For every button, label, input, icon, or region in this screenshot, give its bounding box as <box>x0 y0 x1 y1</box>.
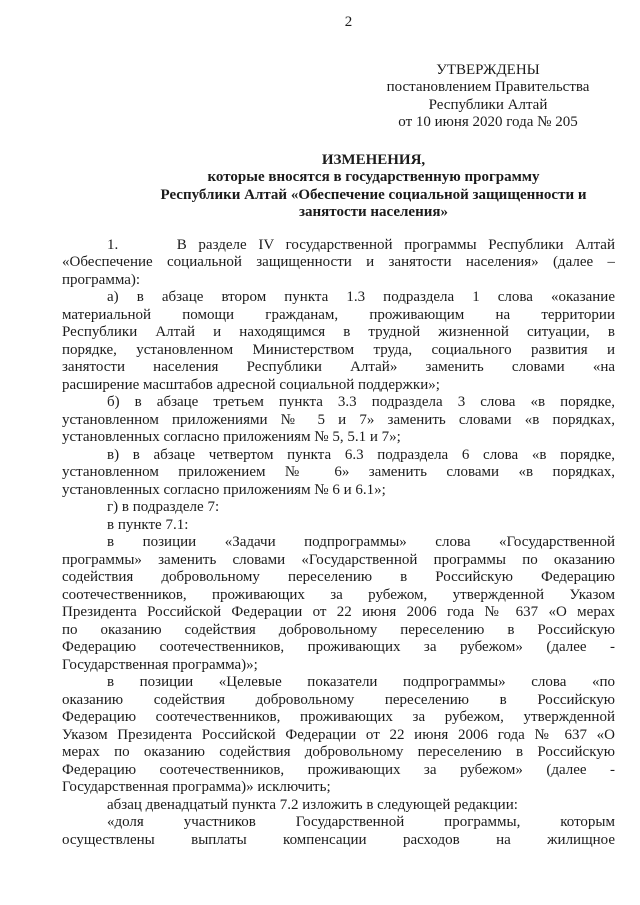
body-paragraph <box>62 534 615 674</box>
text-line: установленном приложениями № 5 и 7» заменить словами «в порядках, <box>62 411 615 428</box>
text-line: Федерацию соотечественников, проживающих за рубежом» (далее - <box>62 761 615 778</box>
body-paragraph <box>62 674 615 797</box>
document-body <box>62 237 615 850</box>
text-line: Федерацию соотечественников, проживающих за рубежом» (далее - <box>62 639 615 655</box>
document-title <box>132 152 615 222</box>
body-paragraph <box>62 394 615 447</box>
body-paragraph <box>62 447 615 500</box>
approval-line: Республики Алтай <box>428 96 548 113</box>
text-line: оказанию содействия добровольному переселению в Российскую <box>62 691 615 708</box>
text-line: занятости населения Республики Алтай» заменить словами «на <box>62 359 615 375</box>
title-line: Республики Алтай «Обеспечение социальной защищенности и <box>160 186 587 203</box>
text-line: г) в подразделе 7: <box>107 499 220 515</box>
text-line: б) в абзаце третьем пункта 3.3 подраздела 3 слова «в порядке, <box>107 394 615 410</box>
body-paragraph <box>62 237 615 290</box>
body-paragraph <box>62 797 615 815</box>
text-line: в позиции «Целевые показатели подпрограммы» слова «по <box>107 674 615 690</box>
text-line: в) в абзаце четвертом пункта 6.3 подраздела 6 слова «в порядке, <box>107 446 615 463</box>
page-number: 2 <box>344 14 353 30</box>
title-line: которые вносятся в государственную программу <box>207 169 540 185</box>
text-line: порядке, установленном Министерством труда, социального развития и <box>62 341 615 358</box>
text-line: осуществлены выплаты компенсации расходов на жилищное <box>62 831 615 848</box>
text-line: Президента Российской Федерации от 22 июня 2006 года № 637 «О мерах <box>62 604 615 620</box>
text-line: установленном приложением № 6» заменить словами «в порядках, <box>62 464 615 480</box>
text-line: абзац двенадцатый пункта 7.2 изложить в следующей редакции: <box>107 796 518 813</box>
text-line: мерах по оказанию содействия добровольному переселению в Российскую <box>62 744 615 760</box>
text-line: программы» заменить словами «Государственной программы по оказанию <box>62 551 615 568</box>
text-line: в пункте 7.1: <box>107 516 189 533</box>
title-line: ИЗМЕНЕНИЯ, <box>321 151 426 168</box>
text-line: «Обеспечение социальной защищенности и занятости населения» (далее – <box>62 254 615 270</box>
approval-line: от 10 июня 2020 года № 205 <box>398 114 578 130</box>
text-line: установленных согласно приложениям № 6 и 6.1»; <box>62 481 386 498</box>
text-line: расширение масштабов адресной социальной поддержки»; <box>62 376 440 393</box>
text-line: «доля участников Государственной программы, которым <box>107 814 615 830</box>
text-line: в позиции «Задачи подпрограммы» слова «Государственной <box>107 534 615 550</box>
text-line: соотечественников, проживающих за рубежом, утвержденной Указом <box>62 586 615 603</box>
text-line: Государственная программа)» исключить; <box>62 779 331 795</box>
body-paragraph <box>62 517 615 535</box>
text-line: Федерацию соотечественников, проживающих за рубежом, утвержденной <box>62 709 615 725</box>
text-line: а) в абзаце втором пункта 1.3 подраздела 1 слова «оказание <box>107 289 615 305</box>
approval-block <box>383 62 593 132</box>
text-line: Республики Алтай и находящимся в трудной жизненной ситуации, в <box>62 324 615 340</box>
text-line: программа): <box>62 271 141 288</box>
title-line: занятости населения» <box>299 204 448 220</box>
body-paragraph <box>62 814 615 849</box>
text-line: материальной помощи гражданам, проживающим на территории <box>62 306 615 323</box>
approval-line: УТВЕРЖДЕНЫ <box>436 61 540 78</box>
text-line: установленных согласно приложениям № 5, 5.1 и 7»; <box>62 429 401 445</box>
body-paragraph <box>62 499 615 517</box>
text-line: Указом Президента Российской Федерации от 22 июня 2006 года № 637 «О <box>62 726 615 743</box>
body-paragraph <box>62 289 615 394</box>
text-line: по оказанию содействия добровольному переселению в Российскую <box>62 621 615 638</box>
text-line: содействия добровольному переселению в Российскую Федерацию <box>62 569 615 585</box>
approval-line: постановлением Правительства <box>386 79 590 95</box>
text-line: Государственная программа)»; <box>62 656 258 673</box>
text-line: 1. В разделе IV государственной программы Республики Алтай <box>107 236 615 253</box>
